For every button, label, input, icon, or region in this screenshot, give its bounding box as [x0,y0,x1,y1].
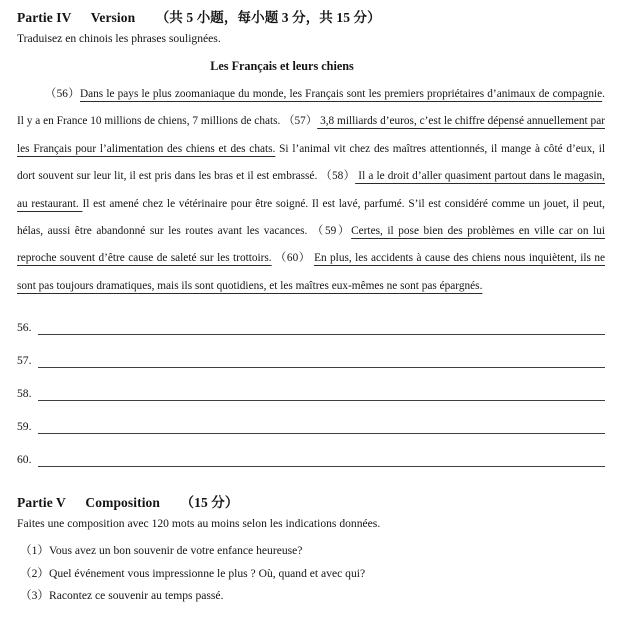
passage-text: Si l’animal vit chez des maîtres attentionnés, il mange à côté d’eux, il dort souvent sur leur lit, il est pris dans les bras et il est embrassé. [17,142,605,183]
underlined-phrase: Dans le pays le plus zoomaniaque du monde, les Français sont les premiers propriétaires d’animaux de compagnie [79,88,603,100]
answer-lines [17,321,605,467]
answer-number: 58. [17,387,32,401]
passage-text: （56） [45,88,80,100]
answer-blank-line [38,333,606,335]
answer-number: 56. [17,321,32,335]
partie5-label: Partie V [17,495,66,511]
partie4-points: （共 5 小题，每小题 3 分，共 15 分） [155,10,381,25]
partie4-heading [17,9,605,27]
partie5-title: Composition [85,495,161,511]
answer-row [17,321,605,335]
underlined-phrase: En plus, les accidents à cause des chiens nous inquiètent, ils ne sont pas toujours dramatiques, mais ils sont quotidiens, et les maîtres eux-mêmes ne sont pas épargnés. [17,252,605,292]
composition-item: （1）Vous avez un bon souvenir de votre enfance heureuse? [20,544,303,558]
answer-blank-line [38,366,606,368]
answer-number: 57. [17,354,32,368]
passage-text: . Il y a en France 10 millions de chiens, 7 millions de chats. [17,88,605,128]
passage-title: Les Français et leurs chiens [210,59,354,73]
composition-items [17,540,605,607]
answer-row [17,420,605,434]
answer-blank-line [38,465,606,467]
partie4-title: Version [90,10,136,25]
passage-text: （60） [271,252,315,265]
passage-text: （57） [283,115,318,128]
underlined-phrase: 3,8 milliards d’euros, c’est le chiffre dépensé annuellement par les Français pour l’alimentation des chiens et des chats. [17,115,605,155]
composition-item: （2）Quel événement vous impressionne le plus ? Où, quand et avec qui? [20,566,366,580]
passage-text: （59） [311,225,352,238]
answer-number: 60. [17,453,32,467]
answer-number: 59. [17,420,32,434]
partie4-label: Partie IV [17,10,72,25]
partie5-points: （15 分） [180,495,239,511]
answer-blank-line [38,432,606,434]
composition-item: （3）Racontez ce souvenir au temps passé. [20,588,224,602]
partie5-instruction: Faites une composition avec 120 mots au moins selon les indications données. [17,517,381,531]
answer-row [17,387,605,401]
passage-text: Il est amené chez le vétérinaire pour être soigné. Il est lavé, parfumé. S’il est considéré comme un jouet, il peut, hélas, aussi être abandonné sur les routes avant les vacances. [17,197,605,238]
passage-paragraph [17,81,605,300]
answer-blank-line [38,399,606,401]
underlined-phrase: Certes, il pose bien des problèmes en ville car on lui reproche souvent d’être cause de saleté sur les trottoirs. [17,225,605,265]
partie5-heading [17,494,605,512]
answer-row [17,453,605,467]
partie4-instruction: Traduisez en chinois les phrases soulignées. [17,32,221,45]
passage-text: （58） [320,170,356,183]
answer-row [17,354,605,368]
underlined-phrase: Il a le droit d’aller quasiment partout dans le magasin, au restaurant. [17,170,606,210]
